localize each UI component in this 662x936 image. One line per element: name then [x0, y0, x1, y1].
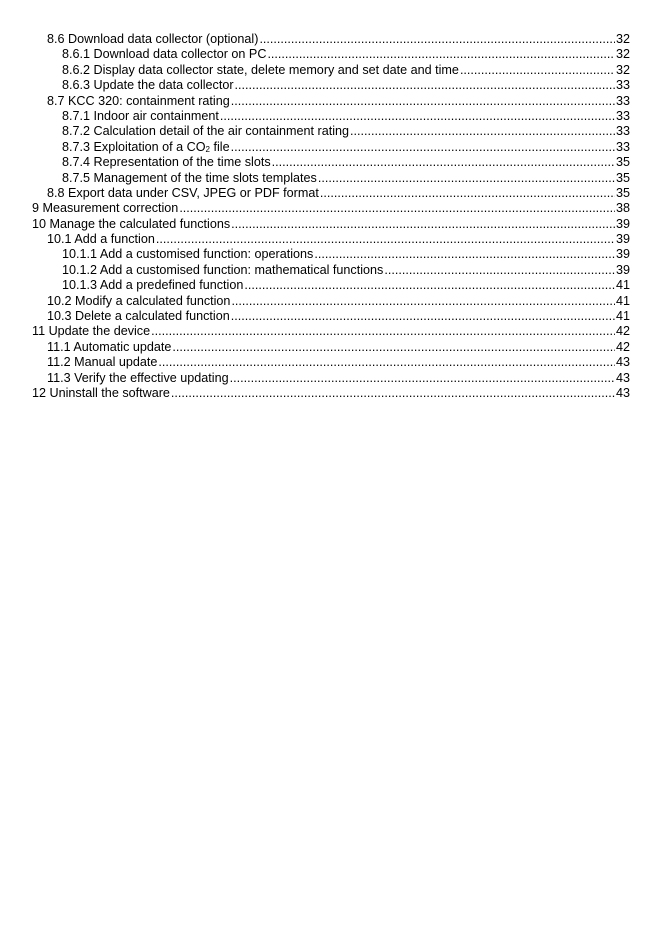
toc-entry-number: 8.8: [47, 185, 65, 200]
toc-entry-text: Add a predefined function: [99, 278, 244, 293]
toc-entry[interactable]: [32, 47, 630, 62]
toc-entry-page-number: 33: [615, 108, 630, 123]
toc-entry-text: Update the data collector: [93, 78, 234, 93]
dot-leader: [244, 278, 615, 293]
dot-leader: [231, 217, 615, 232]
toc-entry[interactable]: [32, 140, 630, 155]
toc-entry-text: Exploitation of a CO: [93, 139, 206, 154]
dot-leader: [230, 371, 615, 386]
toc-entry-title: [62, 109, 219, 124]
toc-entry-page-number: 39: [615, 232, 630, 247]
toc-entry-number: 10.1.2: [62, 262, 98, 277]
toc-entry[interactable]: [32, 278, 630, 293]
toc-entry-title: [62, 78, 234, 93]
toc-entry-title: [47, 355, 157, 370]
toc-entry-title: [62, 124, 349, 139]
toc-entry-page-number: 35: [615, 155, 630, 170]
toc-entry-text: Add a customised function: mathematical functions: [99, 262, 384, 277]
toc-entry[interactable]: [32, 232, 630, 247]
toc-entry-page-number: 33: [615, 78, 630, 93]
toc-entry-title: [62, 140, 230, 155]
dot-leader: [220, 109, 615, 124]
dot-leader: [231, 140, 615, 155]
dot-leader: [272, 155, 615, 170]
toc-entry-number: 8.7: [47, 93, 65, 108]
toc-entry[interactable]: [32, 217, 630, 232]
toc-entry[interactable]: [32, 63, 630, 78]
toc-entry-page-number: 43: [615, 385, 630, 400]
toc-entry[interactable]: [32, 294, 630, 309]
toc-entry-page-number: 38: [615, 201, 630, 216]
toc-entry-page-number: 39: [615, 216, 630, 231]
toc-entry-number: 10.2: [47, 293, 72, 308]
toc-entry-text: Uninstall the software: [49, 385, 170, 400]
toc-entry-number: 11.1: [47, 339, 71, 354]
toc-entry[interactable]: [32, 201, 630, 216]
toc-entry[interactable]: [32, 109, 630, 124]
toc-entry-number: 12: [32, 385, 47, 400]
dot-leader: [151, 324, 615, 339]
toc-entry-title: [47, 232, 155, 247]
toc-entry-title: [47, 371, 229, 386]
dot-leader: [156, 232, 615, 247]
toc-entry-number: 8.7.3: [62, 139, 91, 154]
toc-entry-title: [47, 94, 230, 109]
toc-entry-page-number: 32: [615, 62, 630, 77]
toc-entry-number: 11: [32, 324, 46, 339]
dot-leader: [231, 294, 615, 309]
toc-entry-number: 8.6.2: [62, 62, 91, 77]
toc-entry-title: [62, 278, 243, 293]
toc-entry-page-number: 41: [615, 278, 630, 293]
toc-entry-title: [62, 263, 383, 278]
toc-entry[interactable]: [32, 386, 630, 401]
toc-entry-page-number: 43: [615, 370, 630, 385]
toc-entry-page-number: 35: [615, 170, 630, 185]
toc-entry-text: Add a customised function: operations: [99, 247, 314, 262]
toc-entry-number: 9: [32, 201, 40, 216]
toc-entry-number: 11.2: [47, 355, 71, 370]
toc-entry-number: 8.6.1: [62, 47, 91, 62]
dot-leader: [267, 47, 615, 62]
toc-entry-number: 10.1: [47, 232, 72, 247]
toc-entry-page-number: 33: [615, 124, 630, 139]
toc-entry-title: [32, 201, 178, 216]
toc-entry-number: 10.3: [47, 309, 72, 324]
toc-entry-page-number: 41: [615, 309, 630, 324]
toc-entry[interactable]: [32, 155, 630, 170]
toc-entry-number: 11.3: [47, 370, 71, 385]
toc-entry-text: Manage the calculated functions: [49, 216, 231, 231]
toc-entry-title: [47, 32, 258, 47]
toc-entry-text-suffix: file: [209, 139, 230, 154]
toc-entry-title: [62, 247, 313, 262]
toc-entry-text: Update the device: [48, 324, 151, 339]
dot-leader: [460, 63, 615, 78]
toc-entry-page-number: 33: [615, 139, 630, 154]
dot-leader: [231, 94, 615, 109]
toc-entry-page-number: 42: [615, 324, 630, 339]
toc-entry-title: [62, 63, 459, 78]
toc-entry-page-number: 41: [615, 293, 630, 308]
toc-entry-title: [62, 47, 266, 62]
toc-entry[interactable]: [32, 309, 630, 324]
toc-entry-text: Verify the effective updating: [74, 370, 229, 385]
toc-entry-text: Add a function: [74, 232, 155, 247]
toc-entry-page-number: 43: [615, 355, 630, 370]
toc-entry-title: [32, 386, 170, 401]
toc-entry-text: Automatic update: [73, 339, 172, 354]
toc-entry[interactable]: [32, 371, 630, 386]
toc-entry[interactable]: [32, 32, 630, 47]
toc-entry-number: 8.7.4: [62, 155, 91, 170]
dot-leader: [259, 32, 615, 47]
toc-entry-text: Calculation detail of the air containment rating: [93, 124, 350, 139]
toc-entry-text: Display data collector state, delete memory and set date and time: [93, 62, 459, 77]
toc-entry[interactable]: [32, 340, 630, 355]
toc-entry[interactable]: [32, 324, 630, 339]
toc-entry-number: 8.6: [47, 32, 65, 46]
toc-entry[interactable]: [32, 171, 630, 186]
toc-entry-text: Indoor air containment: [93, 108, 219, 123]
toc-entry[interactable]: [32, 124, 630, 139]
dot-leader: [231, 309, 615, 324]
toc-entry-page-number: 35: [615, 185, 630, 200]
toc-entry-text: Manual update: [74, 355, 158, 370]
dot-leader: [384, 263, 615, 278]
toc-entry-page-number: 32: [615, 47, 630, 62]
toc-entry-text: Measurement correction: [42, 201, 179, 216]
dot-leader: [235, 78, 615, 93]
toc-entry-title: [47, 294, 230, 309]
toc-entry-page-number: 42: [615, 339, 630, 354]
dot-leader: [350, 124, 615, 139]
toc-entry-page-number: 39: [615, 247, 630, 262]
toc-entry-text: Management of the time slots templates: [93, 170, 317, 185]
toc-entry-number: 8.7.1: [62, 108, 91, 123]
toc-entry-page-number: 39: [615, 262, 630, 277]
toc-entry-title: [32, 217, 230, 232]
toc-entry-title: [47, 309, 230, 324]
toc-entry-subscript: 2: [205, 144, 210, 154]
toc-entry-title: [47, 340, 171, 355]
toc-entry[interactable]: [32, 186, 630, 201]
dot-leader: [318, 171, 615, 186]
toc-entry-title: [32, 324, 150, 339]
dot-leader: [179, 201, 615, 216]
toc-entry-title: [47, 186, 319, 201]
dot-leader: [314, 247, 615, 262]
toc-entry[interactable]: [32, 355, 630, 370]
toc-entry[interactable]: [32, 247, 630, 262]
toc-entry-number: 10.1.3: [62, 278, 98, 293]
toc-entry-number: 10: [32, 216, 47, 231]
toc-entry-text: Delete a calculated function: [75, 309, 230, 324]
dot-leader: [171, 386, 615, 401]
toc-entry-text: KCC 320: containment rating: [68, 93, 230, 108]
toc-entry[interactable]: [32, 78, 630, 93]
dot-leader: [158, 355, 615, 370]
toc-entry-title: [62, 155, 271, 170]
toc-entry-title: [62, 171, 317, 186]
toc-entry[interactable]: [32, 263, 630, 278]
toc-entry-text: Download data collector (optional): [68, 32, 259, 46]
toc-entry-text: Export data under CSV, JPEG or PDF format: [68, 185, 319, 200]
toc-entry-text: Representation of the time slots: [93, 155, 271, 170]
toc-entry-number: 8.7.2: [62, 124, 91, 139]
toc-entry[interactable]: [32, 94, 630, 109]
toc-entry-page-number: 33: [615, 93, 630, 108]
toc-entry-number: 8.6.3: [62, 78, 91, 93]
table-of-contents: [32, 32, 630, 401]
toc-entry-number: 10.1.1: [62, 247, 98, 262]
toc-entry-text: Download data collector on PC: [93, 47, 267, 62]
toc-entry-number: 8.7.5: [62, 170, 91, 185]
toc-entry-text: Modify a calculated function: [75, 293, 231, 308]
dot-leader: [172, 340, 615, 355]
toc-entry-page-number: 32: [615, 32, 630, 46]
dot-leader: [320, 186, 615, 201]
